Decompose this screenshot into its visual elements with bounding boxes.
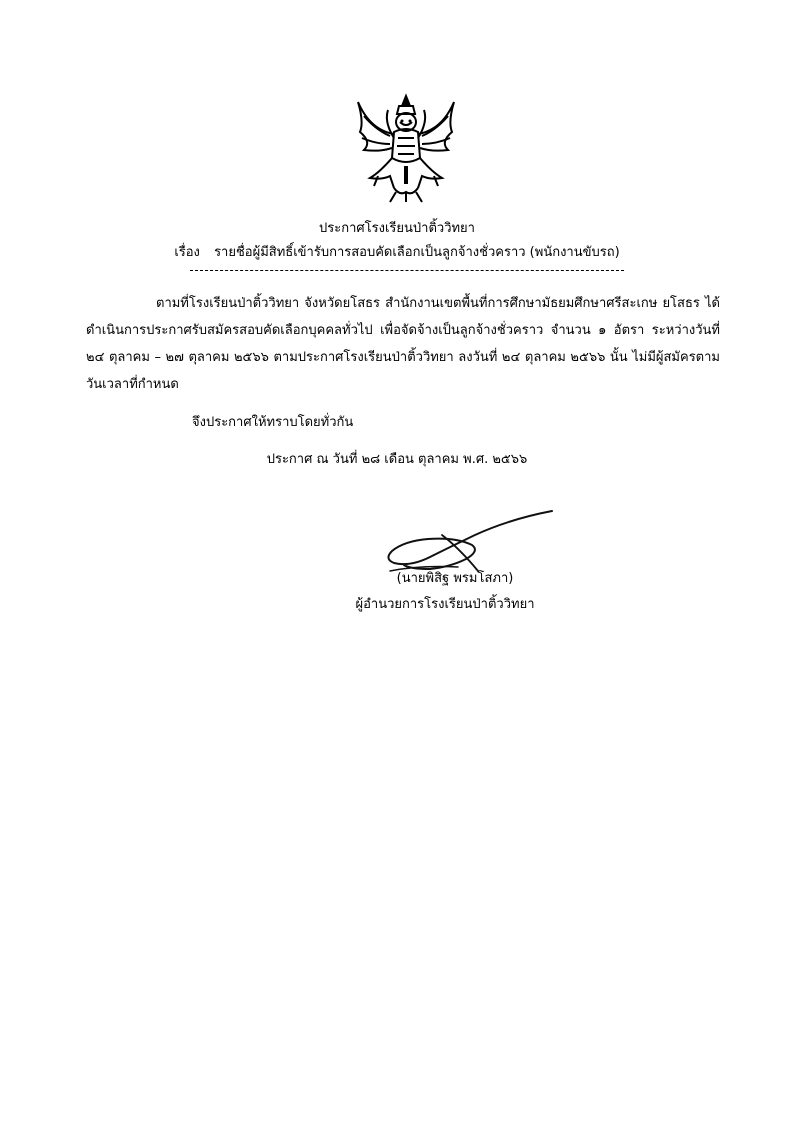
announcement-subject [0, 245, 794, 261]
announcement-dateline: ประกาศ ณ วันที่ ๒๘ เดือน ตุลาคม พ.ศ. ๒๕๖๖ [266, 452, 528, 467]
announcement-notice: จึงประกาศให้ทราบโดยทั่วกัน [192, 415, 354, 430]
announcement-title: ประกาศโรงเรียนป่าติ้ววิทยา [319, 221, 475, 236]
subject-label: เรื่อง [174, 245, 200, 260]
handwritten-signature [380, 505, 560, 580]
subject-text: รายชื่อผู้มีสิทธิ์เข้ารับการสอบคัดเลือกเป็นลูกจ้างชั่วคราว (พนักงานขับรถ) [214, 245, 620, 260]
garuda-emblem-icon [350, 92, 462, 204]
signer-position: ผู้อำนวยการโรงเรียนป่าติ้ววิทยา [355, 597, 535, 612]
announcement-body: ตามที่โรงเรียนป่าติ้ววิทยา จังหวัดยโสธร สำนักงานเขตพื้นที่การศึกษามัธยมศึกษาศรีสะเกษ ยโสธร ได้ดำเนินการประกาศรับสมัครสอบคัดเลือกบุคคลทั่วไป เพื่อจัดจ้างเป็นลูกจ้างชั่วคราว จำนวน ๑ อัตรา ระหว่างวันที่ ๒๔ ตุลาคม – ๒๗ ตุลาคม ๒๕๖๖ ตามประกาศโรงเรียนป่าติ้ววิทยา ลงวันที่ ๒๔ ตุลาคม ๒๕๖๖ นั้น ไม่มีผู้สมัครตามวันเวลาที่กำหนด [86, 296, 720, 392]
signer-name: (นายพิสิฐ พรมโสภา) [396, 571, 514, 586]
dashed-divider [190, 270, 624, 271]
